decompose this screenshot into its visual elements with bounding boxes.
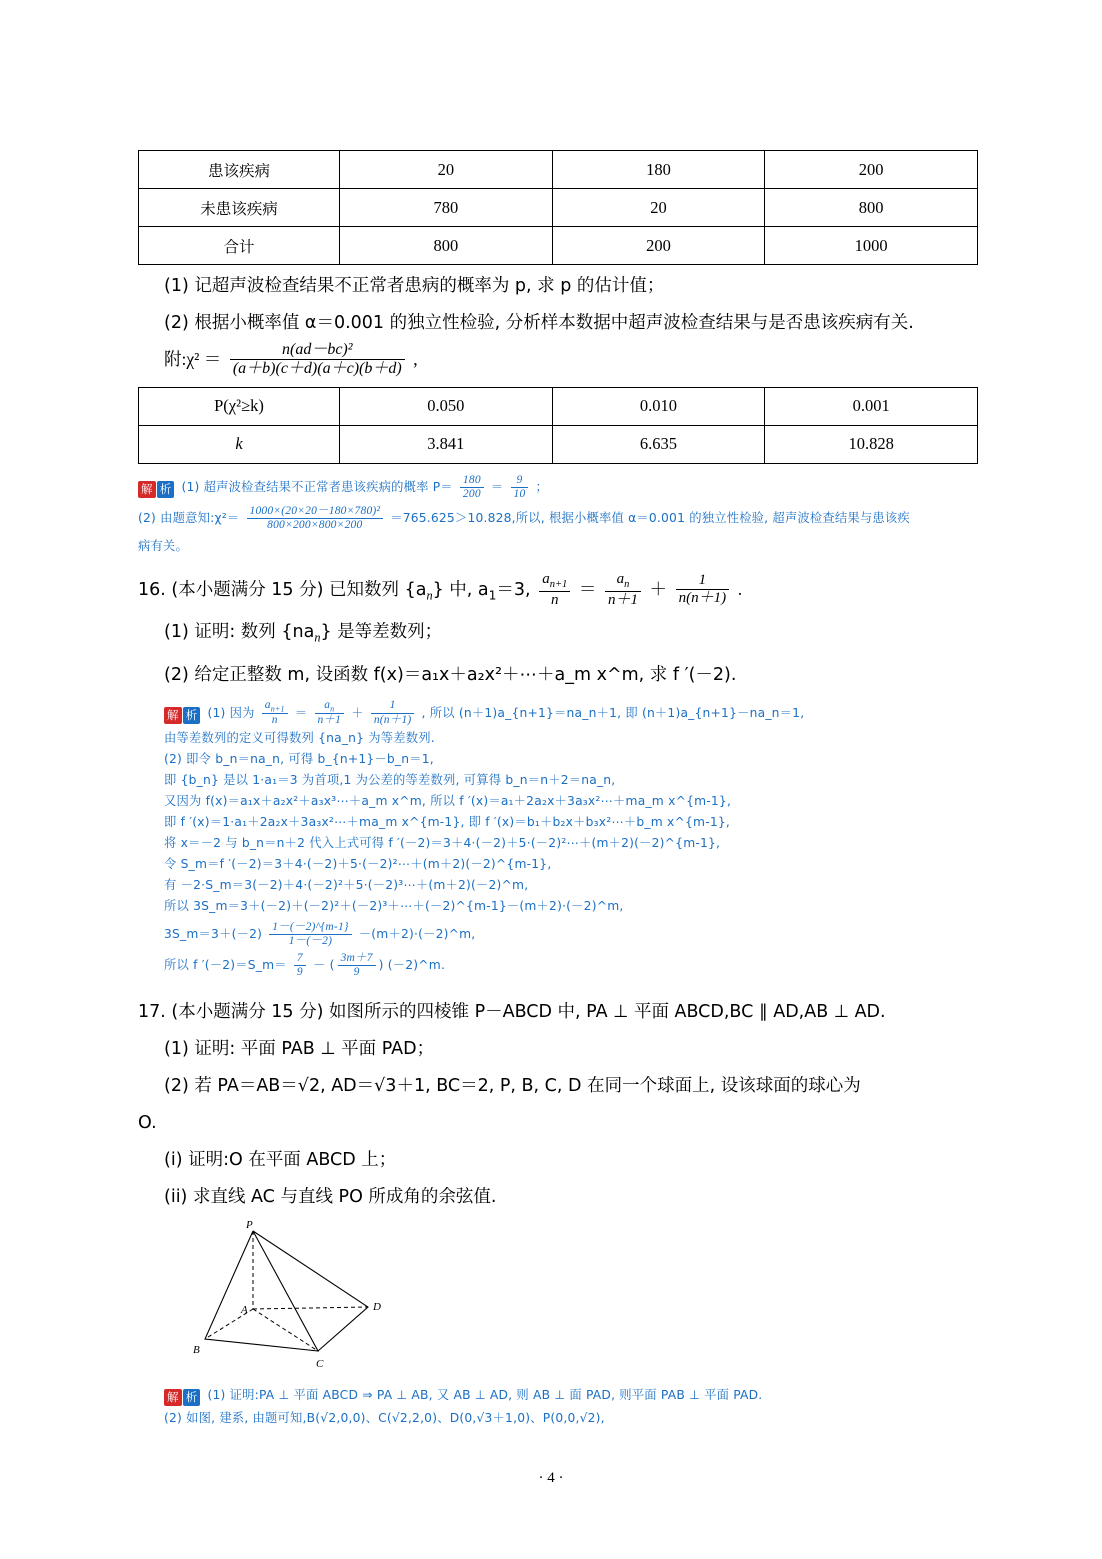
fraction-numerator: $a_n$ xyxy=(605,571,641,592)
solution-15 xyxy=(138,474,978,557)
line-end: ； xyxy=(535,480,549,494)
solution-text: 所以 f ′(－2)＝S_m＝ xyxy=(164,958,287,973)
solution-line: (2) 即令 b_n＝na_n, 可得 b_{n+1}－b_n＝1, xyxy=(164,751,434,766)
cell-value: 780 xyxy=(340,189,553,227)
subscript-1: 1 xyxy=(488,588,497,603)
cell-value: 180 xyxy=(552,151,765,189)
q16-part2: (2) 给定正整数 m, 设函数 f(x)＝a₁x＋a₂x²＋⋯＋a_m x^m, 求 f ′(－2). xyxy=(164,664,737,685)
page-number: · 4 · xyxy=(538,1470,564,1486)
label-A: A xyxy=(241,1304,248,1317)
minus-sign: － xyxy=(312,958,326,973)
solution-line xyxy=(164,1385,978,1408)
chi-square-fraction xyxy=(230,341,405,379)
fraction-denominator: 200 xyxy=(462,488,481,500)
q15-part1: (1) 记超声波检查结果不正常者患病的概率为 p, 求 p 的估计值； xyxy=(164,276,665,296)
analysis-badge xyxy=(138,479,174,500)
solution-text: －(m＋2)·(－2)^m, xyxy=(358,926,476,941)
pyramid-figure xyxy=(183,1219,413,1379)
fraction-9-10 xyxy=(511,474,529,501)
cell-value: 200 xyxy=(765,151,978,189)
formula-tail: , xyxy=(413,348,418,369)
q17-stem: 17. (本小题满分 15 分) 如图所示的四棱锥 P－ABCD 中, PA ⊥ 平面 ABCD,BC ∥ AD,AB ⊥ AD. xyxy=(138,1002,886,1023)
fraction-numerator: $a_{n+1}$ xyxy=(262,699,288,715)
fraction-denominator: n xyxy=(550,591,559,608)
cell-label: 合计 xyxy=(139,227,340,265)
plus-sign: ＋ xyxy=(351,705,364,720)
fraction-denominator: 800×200×800×200 xyxy=(267,519,363,532)
q17-part3: (i) 证明:O 在平面 ABCD 上； xyxy=(164,1150,397,1171)
fraction-denominator: (a＋b)(c＋d)(a＋c)(b＋d) xyxy=(232,360,402,378)
fraction-denominator: 1－(－2) xyxy=(288,934,333,947)
cell-value: 800 xyxy=(765,189,978,227)
fraction-denominator: n＋1 xyxy=(607,591,638,608)
badge-part-1: 解 xyxy=(164,707,182,724)
solution-line: 有 －2·S_m＝3(－2)＋4·(－2)²＋5·(－2)³⋯＋(m＋2)(－2)^m, xyxy=(164,877,529,892)
q16-stem-text: ＝3, xyxy=(496,579,531,600)
fraction-denominator: n＋1 xyxy=(317,714,342,727)
fraction-numerator: 1－(－2)^{m-1} xyxy=(269,921,352,935)
q16-part1 xyxy=(138,617,978,654)
analysis-badge xyxy=(164,705,200,726)
solution-text: (－2)^m. xyxy=(387,958,446,973)
cell-label: 未患该疾病 xyxy=(139,189,340,227)
cell-label: 患该疾病 xyxy=(139,151,340,189)
chi-square-table xyxy=(138,387,978,464)
fraction-a-n1-over-n xyxy=(539,571,570,609)
fraction-numerator: $a_{n+1}$ xyxy=(539,571,570,592)
q17-part4: (ii) 求直线 AC 与直线 PO 所成角的余弦值. xyxy=(164,1187,497,1208)
badge-part-2: 析 xyxy=(157,481,175,498)
solution-line: 病有关。 xyxy=(138,538,188,553)
fraction-numerator: 1 xyxy=(676,572,730,590)
fraction-numerator: 7 xyxy=(294,952,306,966)
equals-sign: ＝ xyxy=(490,480,504,494)
cell-value: 800 xyxy=(340,227,553,265)
geometric-sum-fraction xyxy=(269,921,352,948)
solution-text: , 所以 (n＋1)a_{n+1}＝na_n＋1, 即 (n＋1)a_{n+1}－na_n＝1, xyxy=(421,705,805,720)
edge-pcd xyxy=(253,1231,368,1351)
solution-text: ＝765.625＞10.828,所以, 根据小概率值 α＝0.001 的独立性检验, 超声波检查结果与患该疾 xyxy=(390,511,910,526)
solution-line: 令 S_m＝f ′(－2)＝3＋4·(－2)＋5·(－2)²⋯＋(m＋2)(－2)^{m-1}, xyxy=(164,856,552,871)
q16-stem-text: 16. (本小题满分 15 分) 已知数列 {a xyxy=(138,579,427,600)
solution-text: (2) 由题意知:χ²＝ xyxy=(138,511,240,526)
label-B: B xyxy=(193,1344,200,1357)
q16-part1-end: } 是等差数列； xyxy=(320,622,443,643)
q15-formula xyxy=(138,341,978,379)
disease-table xyxy=(138,150,978,265)
q17-part1: (1) 证明: 平面 PAB ⊥ 平面 PAD； xyxy=(164,1039,435,1060)
cell-value: 0.010 xyxy=(552,387,765,425)
badge-part-2: 析 xyxy=(183,1389,201,1406)
fraction-numerator: 9 xyxy=(511,474,529,488)
label-P: P xyxy=(246,1219,253,1232)
fraction-3m7-9 xyxy=(338,952,376,979)
fraction-denominator: 10 xyxy=(513,488,526,500)
fraction-denominator: 9 xyxy=(296,966,303,979)
fraction-denominator: n xyxy=(271,714,278,727)
table-row xyxy=(139,189,978,227)
solution-line xyxy=(164,699,978,728)
chi-square-computation-fraction xyxy=(247,505,384,532)
fraction-denominator: 9 xyxy=(353,966,360,979)
label-D: D xyxy=(373,1301,381,1314)
cell-value: 20 xyxy=(340,151,553,189)
left-paren: ( xyxy=(329,958,335,973)
fraction-denominator: n(n＋1) xyxy=(373,713,412,726)
cell-value: 1000 xyxy=(765,227,978,265)
fraction-a-n-over-n-plus-1 xyxy=(605,571,641,609)
pyramid-svg xyxy=(183,1219,413,1379)
fraction-1-over-n-n1 xyxy=(676,572,730,608)
cell-value: 20 xyxy=(552,189,765,227)
solution-line: (2) 如图, 建系, 由题可知,B(√2,0,0)、C(√2,2,0)、D(0,√3＋1,0)、P(0,0,√2), xyxy=(164,1411,605,1426)
cell-value: 0.050 xyxy=(340,387,553,425)
cell-value: 3.841 xyxy=(340,425,553,463)
fraction-numerator: $a_n$ xyxy=(315,699,345,715)
solution-16 xyxy=(138,699,978,980)
table-row xyxy=(139,151,978,189)
badge-part-1: 解 xyxy=(138,481,156,498)
table-row xyxy=(139,425,978,463)
solution-line xyxy=(164,921,978,948)
cell-value: 10.828 xyxy=(765,425,978,463)
cell-value: 6.635 xyxy=(552,425,765,463)
solution-line xyxy=(138,474,978,501)
solution-line: 所以 3S_m＝3＋(－2)＋(－2)²＋(－2)³＋⋯＋(－2)^{m-1}－(m＋2)·(－2)^m, xyxy=(164,898,624,913)
subscript-n: n xyxy=(426,588,433,603)
solution-line: 即 f ′(x)＝1·a₁＋2a₂x＋3a₃x²⋯＋ma_m x^{m-1}, 即 f ′(x)＝b₁＋b₂x＋b₃x²⋯＋b_m x^{m-1}, xyxy=(164,814,730,829)
q15-part2: (2) 根据小概率值 α＝0.001 的独立性检验, 分析样本数据中超声波检查结果与是否患该疾病有关. xyxy=(164,313,914,333)
solution-17 xyxy=(138,1385,978,1429)
fraction-7-9 xyxy=(294,952,306,979)
fraction-a-n-over-n1 xyxy=(315,699,345,728)
edge-ad-dashed xyxy=(253,1307,368,1309)
q16-stem xyxy=(138,571,978,612)
solution-line: 又因为 f(x)＝a₁x＋a₂x²＋a₃x³⋯＋a_m x^m, 所以 f ′(x)＝a₁＋2a₂x＋3a₃x²⋯＋ma_m x^{m-1}, xyxy=(164,793,732,808)
solution-line xyxy=(138,505,978,532)
q16-stem-text: } 中, a xyxy=(432,579,489,600)
cell-header: k xyxy=(139,425,340,463)
q17-part2-line2: O. xyxy=(138,1113,157,1134)
fraction-denominator: n(n＋1) xyxy=(678,590,727,607)
formula-label: 附:χ² ＝ xyxy=(164,348,222,369)
solution-text: (1) 证明:PA ⊥ 平面 ABCD ⇒ PA ⊥ AB, 又 AB ⊥ AD, 则 AB ⊥ 面 PAD, 则平面 PAB ⊥ 平面 PAD. xyxy=(207,1388,763,1403)
right-paren: ) xyxy=(378,958,384,973)
equals-sign: ＝ xyxy=(578,578,597,599)
solution-line xyxy=(164,952,978,979)
plus-sign: ＋ xyxy=(649,578,668,599)
solution-text: (1) 因为 xyxy=(207,705,255,720)
solution-line: 将 x＝－2 与 b_n＝n＋2 代入上式可得 f ′(－2)＝3＋4·(－2)＋5·(－2)²⋯＋(m＋2)(－2)^{m-1}, xyxy=(164,835,721,850)
fraction-1-over-n-n1 xyxy=(371,699,415,726)
fraction-numerator: n(ad－bc)² xyxy=(230,341,405,360)
cell-value: 200 xyxy=(552,227,765,265)
table-row xyxy=(139,227,978,265)
q16-part1-text: (1) 证明: 数列 {na xyxy=(164,622,315,643)
solution-text: 3S_m＝3＋(－2) xyxy=(164,926,263,941)
badge-part-1: 解 xyxy=(164,1389,182,1406)
fraction-numerator: 3m＋7 xyxy=(338,952,376,966)
subscript-n: n xyxy=(314,630,321,645)
cell-value: 0.001 xyxy=(765,387,978,425)
fraction-numerator: 1000×(20×20－180×780)² xyxy=(247,505,384,519)
page-content xyxy=(138,150,978,1429)
period: . xyxy=(737,578,743,599)
q17-part2-line1: (2) 若 PA＝AB＝√2, AD＝√3＋1, BC＝2, P, B, C, D 在同一个球面上, 设该球面的球心为 xyxy=(164,1076,861,1097)
fraction-a-n1-over-n xyxy=(262,699,288,728)
fraction-numerator: 1 xyxy=(371,699,415,713)
badge-part-2: 析 xyxy=(183,707,201,724)
solution-text: (1) 超声波检查结果不正常者患该疾病的概率 P＝ xyxy=(181,480,453,494)
label-C: C xyxy=(316,1358,324,1371)
table-row xyxy=(139,387,978,425)
fraction-numerator: 180 xyxy=(460,474,484,488)
fraction-180-200 xyxy=(460,474,484,501)
analysis-badge xyxy=(164,1387,200,1408)
solution-line: 由等差数列的定义可得数列 {na_n} 为等差数列. xyxy=(164,730,435,745)
solution-line: 即 {b_n} 是以 1·a₁＝3 为首项,1 为公差的等差数列, 可算得 b_n＝n＋2＝na_n, xyxy=(164,772,616,787)
cell-header: P(χ²≥k) xyxy=(139,387,340,425)
edge-pab xyxy=(205,1231,318,1351)
equals-sign: ＝ xyxy=(294,705,308,720)
